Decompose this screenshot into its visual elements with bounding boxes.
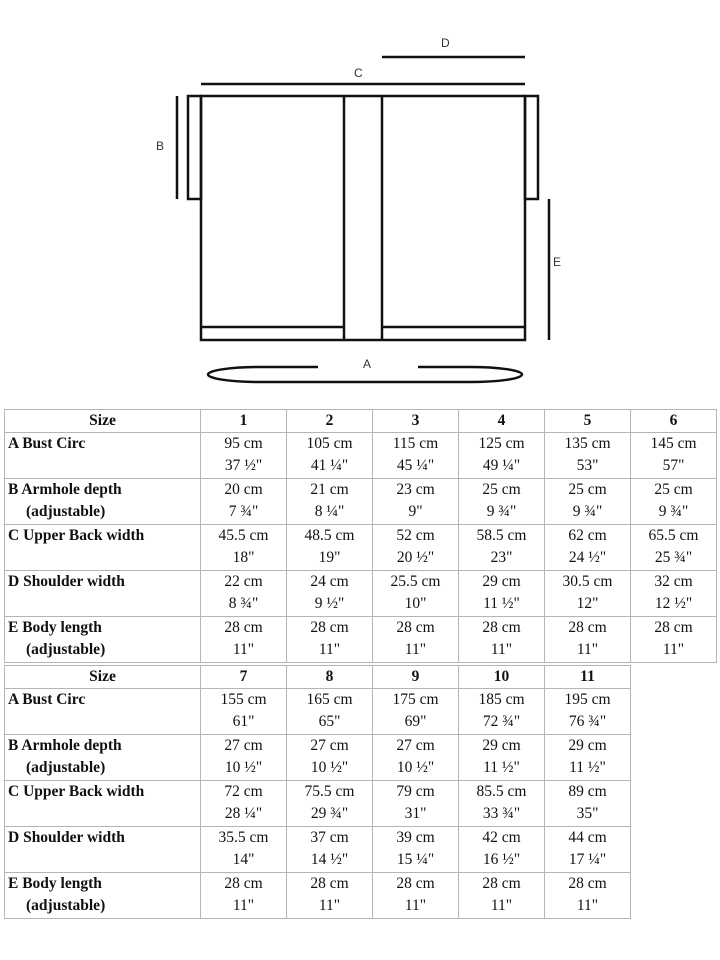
metric-value: 175 cm bbox=[392, 691, 439, 708]
measurement-cell bbox=[631, 433, 717, 479]
imperial-value: 45 ¼" bbox=[396, 457, 435, 474]
imperial-value: 10 ½" bbox=[310, 759, 349, 776]
size-number: 4 bbox=[459, 410, 545, 433]
measurement-cell bbox=[459, 827, 545, 873]
imperial-value: 9" bbox=[408, 503, 423, 520]
imperial-value: 10 ½" bbox=[396, 759, 435, 776]
metric-value: 72 cm bbox=[224, 783, 263, 800]
metric-value: 58.5 cm bbox=[476, 527, 527, 544]
row-label bbox=[5, 479, 201, 525]
imperial-value: 10 ½" bbox=[224, 759, 263, 776]
size-header: Size bbox=[5, 410, 201, 433]
metric-value: 115 cm bbox=[392, 435, 439, 452]
imperial-value: 15 ¼" bbox=[396, 851, 435, 868]
measurement-cell bbox=[373, 827, 459, 873]
imperial-value: 14 ½" bbox=[310, 851, 349, 868]
table-row-upper-back-width bbox=[5, 525, 717, 571]
metric-value: 29 cm bbox=[482, 737, 521, 754]
table-row-armhole-depth bbox=[5, 735, 631, 781]
imperial-value: 76 ¾" bbox=[568, 713, 607, 730]
metric-value: 25 cm bbox=[568, 481, 607, 498]
measurement-cell bbox=[201, 827, 287, 873]
measurement-cell bbox=[459, 433, 545, 479]
metric-value: 75.5 cm bbox=[304, 783, 355, 800]
metric-value: 185 cm bbox=[478, 691, 525, 708]
measurement-cell bbox=[201, 781, 287, 827]
imperial-value: 9 ½" bbox=[314, 595, 345, 612]
metric-value: 28 cm bbox=[310, 619, 349, 636]
measurement-cell bbox=[373, 525, 459, 571]
measurement-cell bbox=[201, 571, 287, 617]
measurement-cell bbox=[287, 689, 373, 735]
imperial-value: 41 ¼" bbox=[310, 457, 349, 474]
garment-outline bbox=[201, 96, 525, 340]
label-line: C Upper Back width bbox=[8, 527, 145, 544]
row-label bbox=[5, 433, 201, 479]
measurement-cell bbox=[459, 689, 545, 735]
table-row-bust-circ bbox=[5, 433, 717, 479]
metric-value: 155 cm bbox=[220, 691, 267, 708]
label-d: D bbox=[441, 36, 450, 50]
label-line: C Upper Back width bbox=[8, 783, 145, 800]
measurement-cell bbox=[545, 479, 631, 525]
metric-value: 35.5 cm bbox=[218, 829, 269, 846]
label-line: D Shoulder width bbox=[8, 573, 125, 590]
metric-value: 25 cm bbox=[654, 481, 693, 498]
imperial-value: 8 ¼" bbox=[314, 503, 345, 520]
label-line: B Armhole depth bbox=[8, 737, 122, 754]
measurement-cell bbox=[373, 571, 459, 617]
measurement-cell bbox=[459, 525, 545, 571]
imperial-value: 16 ½" bbox=[482, 851, 521, 868]
imperial-value: 9 ¾" bbox=[572, 503, 603, 520]
measurement-cell bbox=[631, 479, 717, 525]
measurement-cell bbox=[287, 735, 373, 781]
measurement-cell bbox=[631, 617, 717, 663]
size-number: 8 bbox=[287, 666, 373, 689]
size-table-sizes-7-11 bbox=[4, 665, 631, 919]
size-header: Size bbox=[5, 666, 201, 689]
metric-value: 28 cm bbox=[482, 619, 521, 636]
measurement-cell bbox=[545, 525, 631, 571]
metric-value: 21 cm bbox=[310, 481, 349, 498]
measurement-cell bbox=[287, 433, 373, 479]
row-label bbox=[5, 735, 201, 781]
imperial-value: 12" bbox=[576, 595, 599, 612]
imperial-value: 20 ½" bbox=[396, 549, 435, 566]
measurement-cell bbox=[545, 781, 631, 827]
measurement-cell bbox=[287, 781, 373, 827]
imperial-value: 18" bbox=[232, 549, 255, 566]
imperial-value: 24 ½" bbox=[568, 549, 607, 566]
measurement-cell bbox=[201, 479, 287, 525]
imperial-value: 11" bbox=[232, 897, 255, 914]
metric-value: 27 cm bbox=[396, 737, 435, 754]
metric-value: 165 cm bbox=[306, 691, 353, 708]
imperial-value: 17 ¼" bbox=[568, 851, 607, 868]
size-number: 10 bbox=[459, 666, 545, 689]
label-line: D Shoulder width bbox=[8, 829, 125, 846]
measurement-cell bbox=[631, 525, 717, 571]
metric-value: 105 cm bbox=[306, 435, 353, 452]
measurement-cell bbox=[545, 827, 631, 873]
metric-value: 28 cm bbox=[482, 875, 521, 892]
size-number: 9 bbox=[373, 666, 459, 689]
metric-value: 32 cm bbox=[654, 573, 693, 590]
label-line: E Body length bbox=[8, 875, 102, 892]
imperial-value: 11" bbox=[318, 897, 341, 914]
label-line: (adjustable) bbox=[26, 897, 106, 914]
row-label bbox=[5, 781, 201, 827]
measurement-cell bbox=[459, 735, 545, 781]
label-line: (adjustable) bbox=[26, 641, 106, 658]
metric-value: 28 cm bbox=[396, 875, 435, 892]
label-line: B Armhole depth bbox=[8, 481, 122, 498]
row-label bbox=[5, 525, 201, 571]
metric-value: 195 cm bbox=[564, 691, 611, 708]
imperial-value: 11" bbox=[404, 641, 427, 658]
metric-value: 95 cm bbox=[224, 435, 263, 452]
row-label bbox=[5, 689, 201, 735]
measurement-cell bbox=[459, 873, 545, 919]
label-line: A Bust Circ bbox=[8, 691, 86, 708]
metric-value: 28 cm bbox=[396, 619, 435, 636]
metric-value: 37 cm bbox=[310, 829, 349, 846]
measurement-cell bbox=[631, 571, 717, 617]
table-row-bust-circ bbox=[5, 689, 631, 735]
imperial-value: 37 ½" bbox=[224, 457, 263, 474]
imperial-value: 12 ½" bbox=[654, 595, 693, 612]
metric-value: 28 cm bbox=[224, 619, 263, 636]
metric-value: 23 cm bbox=[396, 481, 435, 498]
measurement-cell bbox=[201, 735, 287, 781]
imperial-value: 57" bbox=[662, 457, 685, 474]
metric-value: 28 cm bbox=[568, 619, 607, 636]
measurement-cell bbox=[373, 873, 459, 919]
size-number: 11 bbox=[545, 666, 631, 689]
size-header-row bbox=[5, 666, 631, 689]
measurement-cell bbox=[545, 571, 631, 617]
label-b: B bbox=[156, 139, 165, 153]
label-line: E Body length bbox=[8, 619, 102, 636]
imperial-value: 61" bbox=[232, 713, 255, 730]
measurement-cell bbox=[459, 479, 545, 525]
metric-value: 85.5 cm bbox=[476, 783, 527, 800]
imperial-value: 29 ¾" bbox=[310, 805, 349, 822]
measurement-cell bbox=[201, 433, 287, 479]
size-table-sizes-1-6 bbox=[4, 409, 717, 663]
table-row-body-length bbox=[5, 873, 631, 919]
imperial-value: 23" bbox=[490, 549, 513, 566]
measurement-cell bbox=[287, 525, 373, 571]
measurement-cell bbox=[545, 873, 631, 919]
metric-value: 30.5 cm bbox=[562, 573, 613, 590]
metric-value: 42 cm bbox=[482, 829, 521, 846]
metric-value: 28 cm bbox=[224, 875, 263, 892]
metric-value: 20 cm bbox=[224, 481, 263, 498]
label-c: C bbox=[354, 66, 363, 80]
imperial-value: 11" bbox=[576, 641, 599, 658]
metric-value: 22 cm bbox=[224, 573, 263, 590]
table-row-upper-back-width bbox=[5, 781, 631, 827]
imperial-value: 11" bbox=[490, 641, 513, 658]
measurement-cell bbox=[373, 781, 459, 827]
measurement-cell bbox=[373, 433, 459, 479]
measurement-cell bbox=[545, 735, 631, 781]
measurement-cell bbox=[287, 873, 373, 919]
measurement-cell bbox=[459, 617, 545, 663]
imperial-value: 7 ¾" bbox=[228, 503, 259, 520]
imperial-value: 72 ¾" bbox=[482, 713, 521, 730]
imperial-value: 11" bbox=[576, 897, 599, 914]
metric-value: 28 cm bbox=[654, 619, 693, 636]
measurement-cell bbox=[373, 735, 459, 781]
label-line: (adjustable) bbox=[26, 503, 106, 520]
label-e: E bbox=[553, 255, 562, 269]
measurement-cell bbox=[201, 525, 287, 571]
imperial-value: 49 ¼" bbox=[482, 457, 521, 474]
metric-value: 89 cm bbox=[568, 783, 607, 800]
measurement-cell bbox=[459, 781, 545, 827]
table-row-shoulder-width bbox=[5, 827, 631, 873]
table-row-shoulder-width bbox=[5, 571, 717, 617]
imperial-value: 11 ½" bbox=[483, 595, 520, 612]
imperial-value: 65" bbox=[318, 713, 341, 730]
left-armhole-band bbox=[188, 96, 201, 199]
metric-value: 25 cm bbox=[482, 481, 521, 498]
imperial-value: 35" bbox=[576, 805, 599, 822]
metric-value: 52 cm bbox=[396, 527, 435, 544]
measurement-cell bbox=[287, 617, 373, 663]
metric-value: 25.5 cm bbox=[390, 573, 441, 590]
metric-value: 65.5 cm bbox=[648, 527, 699, 544]
imperial-value: 14" bbox=[232, 851, 255, 868]
size-number: 6 bbox=[631, 410, 717, 433]
metric-value: 27 cm bbox=[224, 737, 263, 754]
imperial-value: 9 ¾" bbox=[486, 503, 517, 520]
imperial-value: 9 ¾" bbox=[658, 503, 689, 520]
metric-value: 39 cm bbox=[396, 829, 435, 846]
imperial-value: 11 ½" bbox=[569, 759, 606, 776]
metric-value: 62 cm bbox=[568, 527, 607, 544]
measurement-cell bbox=[201, 617, 287, 663]
size-number: 5 bbox=[545, 410, 631, 433]
table-row-armhole-depth bbox=[5, 479, 717, 525]
measurement-cell bbox=[459, 571, 545, 617]
size-number: 7 bbox=[201, 666, 287, 689]
imperial-value: 28 ¼" bbox=[224, 805, 263, 822]
imperial-value: 11" bbox=[662, 641, 685, 658]
imperial-value: 33 ¾" bbox=[482, 805, 521, 822]
imperial-value: 11" bbox=[232, 641, 255, 658]
measurement-cell bbox=[373, 617, 459, 663]
metric-value: 27 cm bbox=[310, 737, 349, 754]
metric-value: 79 cm bbox=[396, 783, 435, 800]
measurement-cell bbox=[287, 827, 373, 873]
imperial-value: 19" bbox=[318, 549, 341, 566]
imperial-value: 11" bbox=[318, 641, 341, 658]
measurement-cell bbox=[373, 479, 459, 525]
imperial-value: 53" bbox=[576, 457, 599, 474]
imperial-value: 11" bbox=[490, 897, 513, 914]
size-number: 2 bbox=[287, 410, 373, 433]
imperial-value: 31" bbox=[404, 805, 427, 822]
row-label bbox=[5, 827, 201, 873]
imperial-value: 11 ½" bbox=[483, 759, 520, 776]
garment-schematic bbox=[0, 0, 720, 400]
metric-value: 44 cm bbox=[568, 829, 607, 846]
label-line: A Bust Circ bbox=[8, 435, 86, 452]
row-label bbox=[5, 571, 201, 617]
row-label bbox=[5, 617, 201, 663]
metric-value: 29 cm bbox=[568, 737, 607, 754]
measurement-cell bbox=[545, 617, 631, 663]
measurement-cell bbox=[201, 689, 287, 735]
metric-value: 135 cm bbox=[564, 435, 611, 452]
metric-value: 29 cm bbox=[482, 573, 521, 590]
imperial-value: 10" bbox=[404, 595, 427, 612]
measurement-cell bbox=[545, 433, 631, 479]
label-line: (adjustable) bbox=[26, 759, 106, 776]
imperial-value: 8 ¾" bbox=[228, 595, 259, 612]
measurement-cell bbox=[287, 571, 373, 617]
size-number: 3 bbox=[373, 410, 459, 433]
imperial-value: 11" bbox=[404, 897, 427, 914]
metric-value: 48.5 cm bbox=[304, 527, 355, 544]
metric-value: 145 cm bbox=[650, 435, 697, 452]
measurement-cell bbox=[545, 689, 631, 735]
size-header-row bbox=[5, 410, 717, 433]
metric-value: 24 cm bbox=[310, 573, 349, 590]
size-number: 1 bbox=[201, 410, 287, 433]
metric-value: 28 cm bbox=[310, 875, 349, 892]
metric-value: 125 cm bbox=[478, 435, 525, 452]
row-label bbox=[5, 873, 201, 919]
right-armhole-band bbox=[525, 96, 538, 199]
imperial-value: 25 ¾" bbox=[654, 549, 693, 566]
measurement-cell bbox=[201, 873, 287, 919]
imperial-value: 69" bbox=[404, 713, 427, 730]
measurement-cell bbox=[287, 479, 373, 525]
table-row-body-length bbox=[5, 617, 717, 663]
label-a: A bbox=[363, 357, 372, 371]
metric-value: 45.5 cm bbox=[218, 527, 269, 544]
measurement-cell bbox=[373, 689, 459, 735]
metric-value: 28 cm bbox=[568, 875, 607, 892]
